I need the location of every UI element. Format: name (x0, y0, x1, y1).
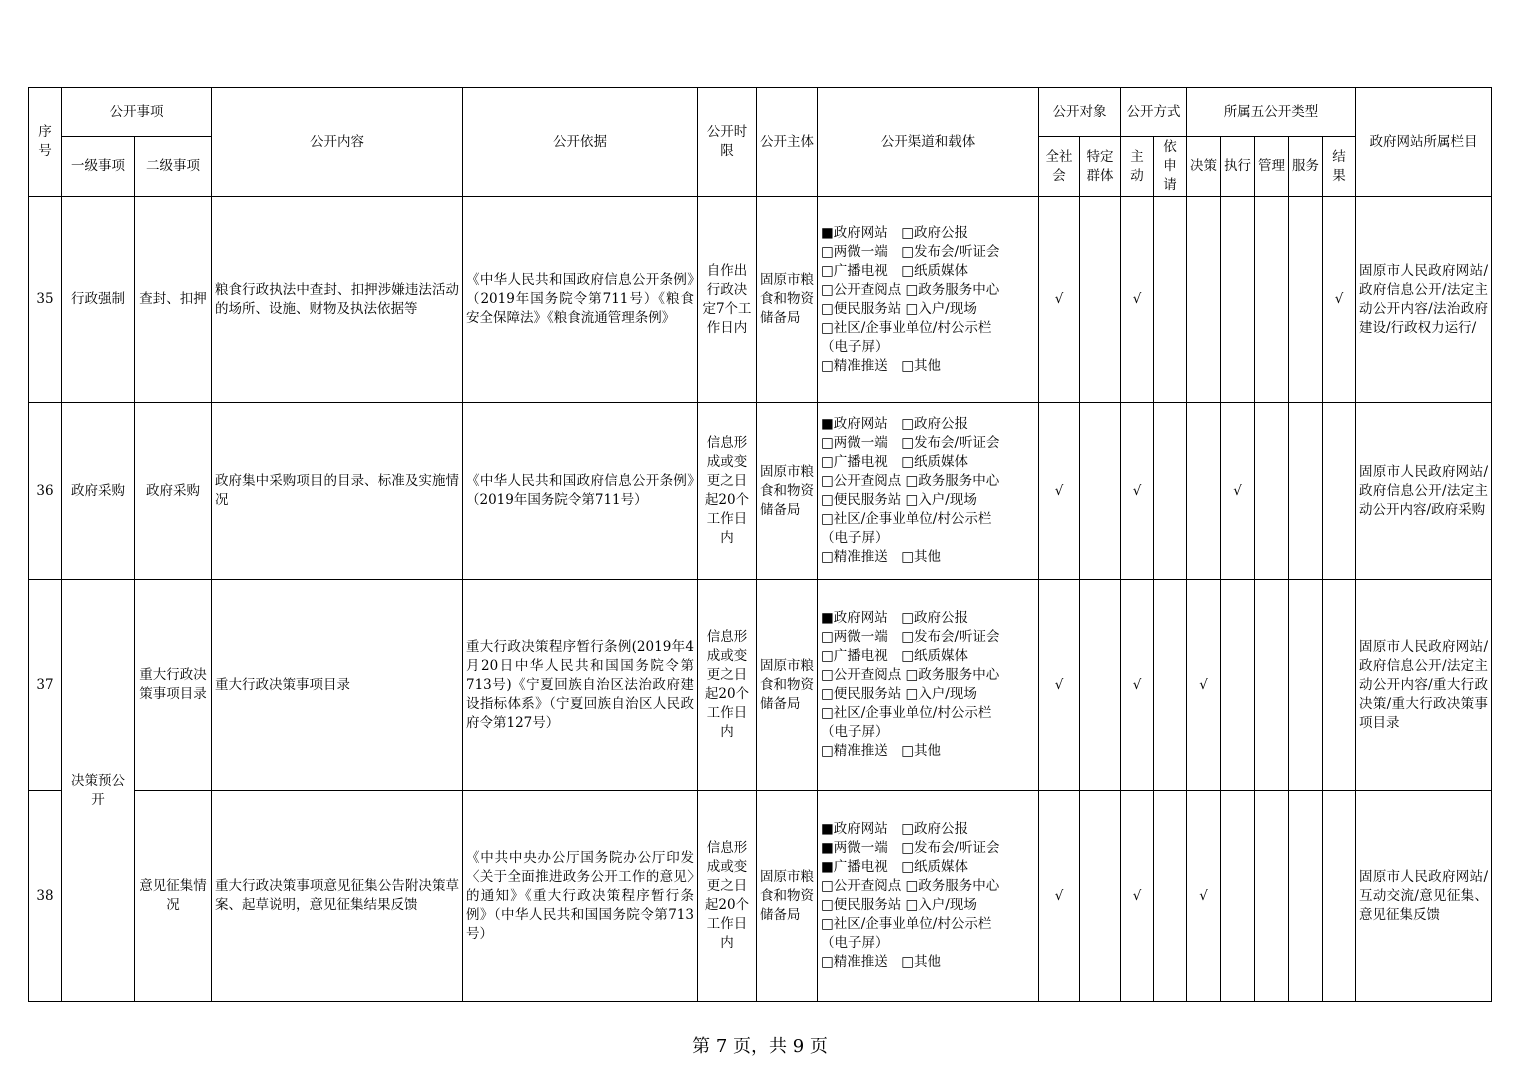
header-time-limit: 公开时限 (698, 88, 757, 197)
row-column: 固原市人民政府网站/政府信息公开/法定主动公开内容/政府采购 (1356, 403, 1492, 580)
channel-line: ■政府网站 □政府公报 (821, 416, 969, 432)
header-content: 公开内容 (212, 88, 463, 197)
header-mode-active: 主动 (1121, 137, 1154, 197)
channel-line: ■政府网站 □政府公报 (821, 224, 969, 241)
channel-line: □便民服务站 □入户/现场 (821, 300, 977, 317)
header-target-all: 全社会 (1039, 137, 1080, 197)
channel-line: □公开查阅点 □政务服务中心 (821, 667, 1000, 683)
row-basis: 重大行政决策程序暂行条例(2019年4月20日中华人民共和国国务院令第713号)《宁夏回族自治区法治政府建设指标体系》（宁夏回族自治区人民政府令第127号） (463, 580, 698, 791)
empty-cell (1154, 197, 1187, 403)
table-row (29, 791, 1492, 1002)
channel-line: □广播电视 □纸质媒体 (821, 648, 969, 664)
check-target-all: √ (1039, 791, 1080, 1002)
empty-cell (1255, 580, 1289, 791)
channel-line: （电子屏） (821, 935, 889, 951)
page-footer: 第 7 页，共 9 页 (692, 1036, 828, 1057)
row-channels (818, 791, 1039, 1002)
header-public-items: 公开事项 (62, 88, 212, 137)
empty-cell (1187, 403, 1221, 580)
header-seq: 序号 (29, 88, 62, 197)
row-level1: 决策预公开 (62, 580, 135, 1002)
header-type-execution: 执行 (1221, 137, 1255, 197)
header-target-specific: 特定群体 (1080, 137, 1121, 197)
row-level2: 政府采购 (135, 403, 212, 580)
channel-line: （电子屏） (821, 338, 889, 355)
empty-cell (1221, 791, 1255, 1002)
row-content: 粮食行政执法中查封、扣押涉嫌违法活动的场所、设施、财物及执法依据等 (212, 197, 463, 403)
channel-line: □社区/企事业单位/村公示栏 (821, 705, 992, 721)
empty-cell (1154, 403, 1187, 580)
channel-line: □广播电视 □纸质媒体 (821, 262, 969, 279)
row-column: 固原市人民政府网站/政府信息公开/法定主动公开内容/法治政府建设/行政权力运行/ (1356, 197, 1492, 403)
row-level2: 查封、扣押 (135, 197, 212, 403)
table-row (29, 403, 1492, 580)
empty-cell (1080, 580, 1121, 791)
header-mode-request: 依申请 (1154, 137, 1187, 197)
empty-cell (1080, 197, 1121, 403)
header-five-types: 所属五公开类型 (1187, 88, 1356, 137)
channel-line: □社区/企事业单位/村公示栏 (821, 916, 992, 932)
row-level2: 重大行政决策事项目录 (135, 580, 212, 791)
channel-line: （电子屏） (821, 530, 889, 546)
check-mode-active: √ (1121, 197, 1154, 403)
row-time-limit: 信息形成或变更之日起20个工作日内 (698, 791, 757, 1002)
header-level2: 二级事项 (135, 137, 212, 197)
empty-cell (1255, 403, 1289, 580)
check-target-all: √ (1039, 580, 1080, 791)
empty-cell (1154, 580, 1187, 791)
row-content: 重大行政决策事项目录 (212, 580, 463, 791)
empty-cell (1323, 791, 1356, 1002)
channel-line: □两微一端 □发布会/听证会 (821, 243, 1000, 260)
channel-line: □精准推送 □其他 (821, 549, 942, 565)
row-subject: 固原市粮食和物资储备局 (757, 197, 818, 403)
row-basis: 《中华人民共和国政府信息公开条例》（2019年国务院令第711号） (463, 403, 698, 580)
check-target-all: √ (1039, 403, 1080, 580)
header-level1: 一级事项 (62, 137, 135, 197)
empty-cell (1221, 580, 1255, 791)
channel-line: □广播电视 □纸质媒体 (821, 454, 969, 470)
empty-cell (1323, 580, 1356, 791)
row-time-limit: 信息形成或变更之日起20个工作日内 (698, 403, 757, 580)
channel-line: ■政府网站 □政府公报 (821, 821, 969, 837)
empty-cell (1255, 791, 1289, 1002)
channel-line: ■政府网站 □政府公报 (821, 610, 969, 626)
row-content: 政府集中采购项目的目录、标准及实施情况 (212, 403, 463, 580)
channel-line: □精准推送 □其他 (821, 743, 942, 759)
header-subject: 公开主体 (757, 88, 818, 197)
channel-line: □便民服务站 □入户/现场 (821, 897, 977, 913)
disclosure-table (28, 87, 1492, 1002)
row-content: 重大行政决策事项意见征集公告附决策草案、起草说明，意见征集结果反馈 (212, 791, 463, 1002)
row-level1: 政府采购 (62, 403, 135, 580)
empty-cell (1289, 580, 1323, 791)
row-channels (818, 197, 1039, 403)
channel-line: □便民服务站 □入户/现场 (821, 686, 977, 702)
row-time-limit: 信息形成或变更之日起20个工作日内 (698, 580, 757, 791)
check-type-execution: √ (1221, 403, 1255, 580)
header-column: 政府网站所属栏目 (1356, 88, 1492, 197)
header-basis: 公开依据 (463, 88, 698, 197)
row-level1: 行政强制 (62, 197, 135, 403)
check-type-decision: √ (1187, 580, 1221, 791)
row-seq: 35 (29, 197, 62, 403)
row-column: 固原市人民政府网站/互动交流/意见征集、意见征集反馈 (1356, 791, 1492, 1002)
row-subject: 固原市粮食和物资储备局 (757, 403, 818, 580)
empty-cell (1289, 197, 1323, 403)
check-target-all: √ (1039, 197, 1080, 403)
row-basis: 《中华人民共和国政府信息公开条例》（2019年国务院令第711号）《粮食安全保障法》《粮食流通管理条例》 (463, 197, 698, 403)
channel-line: ■两微一端 □发布会/听证会 (821, 840, 1000, 856)
check-type-result: √ (1323, 197, 1356, 403)
empty-cell (1289, 403, 1323, 580)
check-mode-active: √ (1121, 580, 1154, 791)
row-column: 固原市人民政府网站/政府信息公开/法定主动公开内容/重大行政决策/重大行政决策事项目录 (1356, 580, 1492, 791)
header-mode: 公开方式 (1121, 88, 1187, 137)
empty-cell (1154, 791, 1187, 1002)
channel-line: ■广播电视 □纸质媒体 (821, 859, 969, 875)
channel-line: □公开查阅点 □政务服务中心 (821, 281, 1000, 298)
header-type-result: 结果 (1323, 137, 1356, 197)
channel-line: □社区/企事业单位/村公示栏 (821, 511, 992, 527)
empty-cell (1289, 791, 1323, 1002)
empty-cell (1080, 403, 1121, 580)
row-channels (818, 580, 1039, 791)
row-subject: 固原市粮食和物资储备局 (757, 791, 818, 1002)
channel-line: □公开查阅点 □政务服务中心 (821, 878, 1000, 894)
empty-cell (1221, 197, 1255, 403)
channel-line: □社区/企事业单位/村公示栏 (821, 319, 992, 336)
check-mode-active: √ (1121, 791, 1154, 1002)
check-type-decision: √ (1187, 791, 1221, 1002)
empty-cell (1080, 791, 1121, 1002)
row-time-limit: 自作出行政决定7个工作日内 (698, 197, 757, 403)
row-channels (818, 403, 1039, 580)
row-seq: 38 (29, 791, 62, 1002)
empty-cell (1323, 403, 1356, 580)
channel-line: □两微一端 □发布会/听证会 (821, 629, 1000, 645)
channel-line: （电子屏） (821, 724, 889, 740)
table-row (29, 580, 1492, 791)
header-type-management: 管理 (1255, 137, 1289, 197)
channel-line: □精准推送 □其他 (821, 954, 942, 970)
table-row (29, 197, 1492, 403)
empty-cell (1187, 197, 1221, 403)
channel-line: □便民服务站 □入户/现场 (821, 492, 977, 508)
row-subject: 固原市粮食和物资储备局 (757, 580, 818, 791)
channel-line: □精准推送 □其他 (821, 357, 942, 374)
empty-cell (1255, 197, 1289, 403)
header-target: 公开对象 (1039, 88, 1121, 137)
header-type-decision: 决策 (1187, 137, 1221, 197)
channel-line: □两微一端 □发布会/听证会 (821, 435, 1000, 451)
row-level2: 意见征集情况 (135, 791, 212, 1002)
header-type-service: 服务 (1289, 137, 1323, 197)
channel-line: □公开查阅点 □政务服务中心 (821, 473, 1000, 489)
row-seq: 37 (29, 580, 62, 791)
row-basis: 《中共中央办公厅国务院办公厅印发〈关于全面推进政务公开工作的意见〉的通知》《重大行政决策程序暂行条例》（中华人民共和国国务院令第713号） (463, 791, 698, 1002)
header-channels: 公开渠道和载体 (818, 88, 1039, 197)
check-mode-active: √ (1121, 403, 1154, 580)
row-seq: 36 (29, 403, 62, 580)
